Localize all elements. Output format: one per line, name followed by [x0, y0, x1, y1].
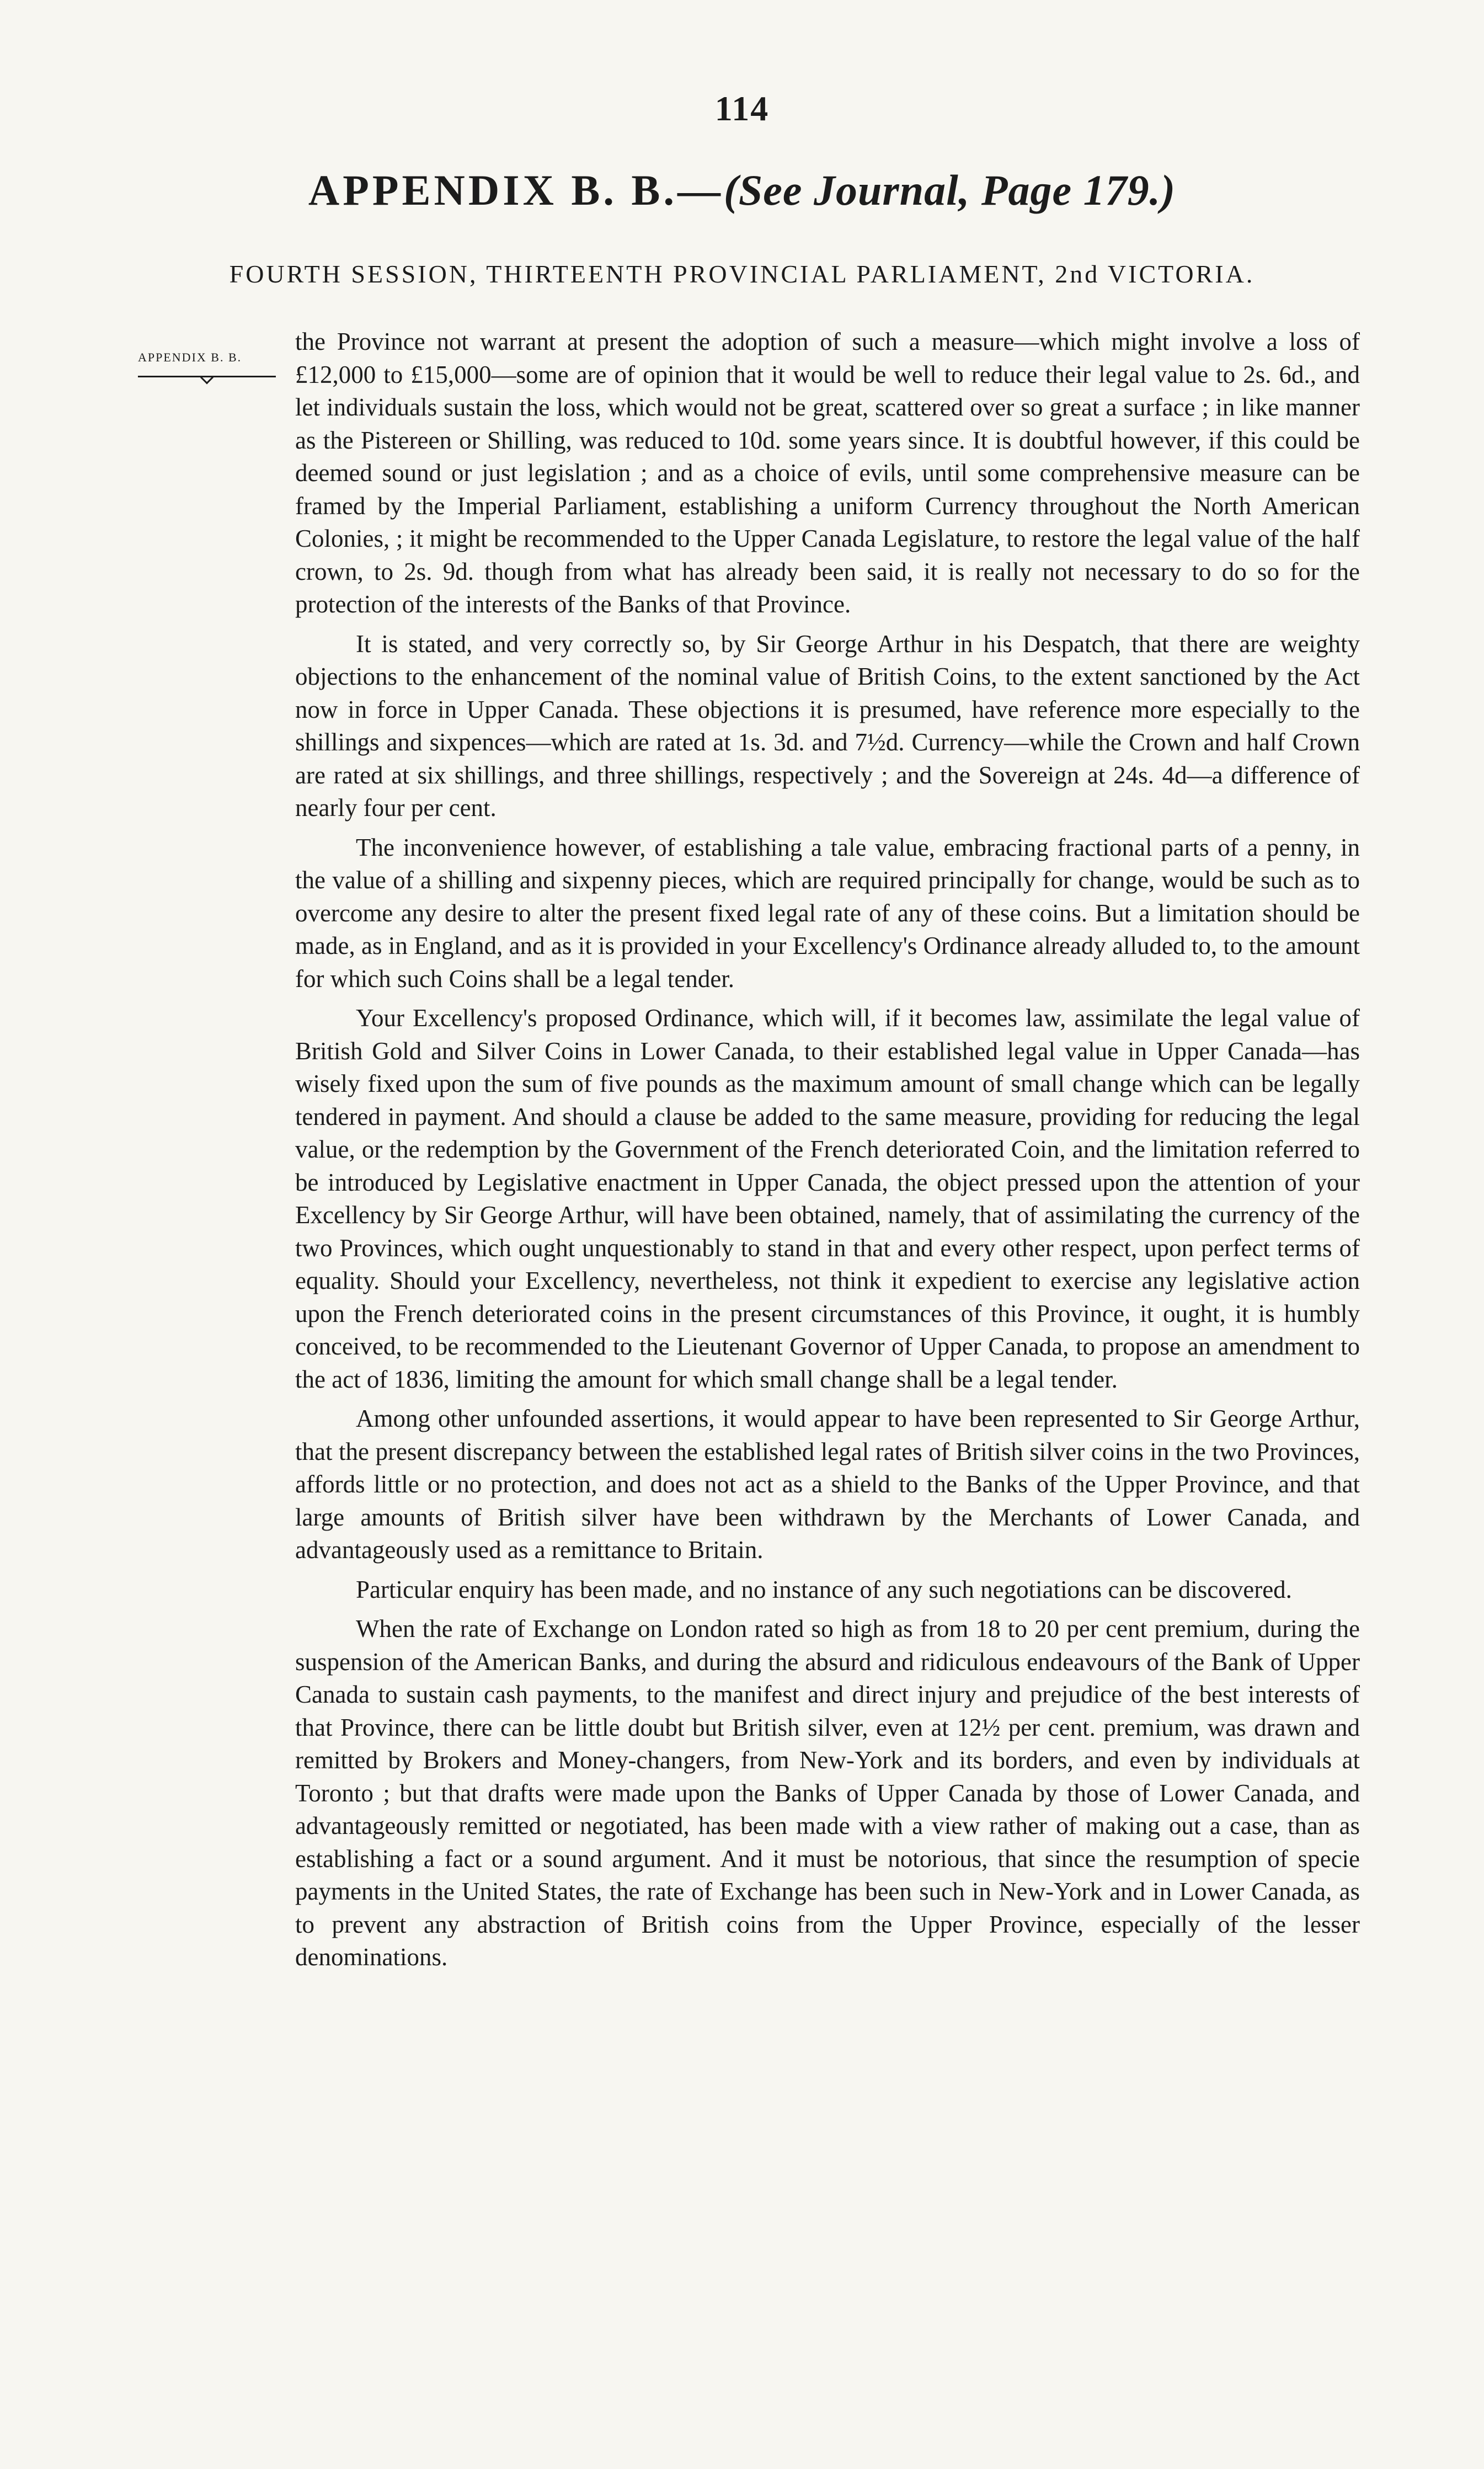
paragraph-7: When the rate of Exchange on London rated so high as from 18 to 20 per cent premium, during the suspension of the American Banks, and during the absurd and ridiculous endeavours of the Bank of Upper Canada to sustain cash payments, to the manifest and direct injury and prejudice of the best interests of that Province, there can be little doubt but British silver, even at 12½ per cent. premium, was drawn and remitted by Brokers and Money-changers, from New-York and its borders, and even by individuals at Toronto ; but that drafts were made upon the Banks of Upper Canada by those of Lower Canada, and advantageously remitted or negotiated, has been made with a view rather of making out a case, than as establishing a fact or a sound argument. And it must be notorious, that since the resumption of specie payments in the United States, the rate of Exchange has been such in New-York and in Lower Canada, as to prevent any abstraction of British coins from the Upper Province, especially of the lesser denominations.: [295, 1615, 1360, 1971]
paragraph-5: Among other unfounded assertions, it would appear to have been represented to Sir George Arthur, that the present discrepancy between the established legal rates of British silver coins in the two Provinces, affords little or no protection, and does not act as a shield to the Banks of the Upper Province, and that large amounts of British silver have been withdrawn by the Merchants of Lower Canada, and advantageously used as a remittance to Britain.: [295, 1405, 1360, 1564]
appendix-title: APPENDIX B. B.—: [308, 166, 724, 214]
brace-icon: [138, 368, 276, 377]
page-number: 114: [714, 89, 770, 128]
paragraph-3: The inconvenience however, of establishing a tale value, embracing fractional parts of a penny, in the value of a shilling and sixpenny pieces, which are required principally for change, would be such as to overcome any desire to alter the present fixed legal rate of any of these coins. But a limitation should be made, as in England, and as it is provided in your Excellency's Ordinance already alluded to, to the amount for which such Coins shall be a legal tender.: [295, 833, 1360, 993]
paragraph-2: It is stated, and very correctly so, by Sir George Arthur in his Despatch, that there are weighty objections to the enhancement of the nominal value of British Coins, to the extent sanctioned by the Act now in force in Upper Canada. These objections it is presumed, have reference more especially to the shillings and sixpences—which are rated at 1s. 3d. and 7½d. Currency—while the Crown and half Crown are rated at six shillings, and three shillings, respectively ; and the Sovereign at 24s. 4d—a difference of nearly four per cent.: [295, 630, 1360, 822]
appendix-heading: [0, 166, 1484, 215]
margin-note-label: APPENDIX B. B.: [138, 350, 242, 364]
paragraph-1: the Province not warrant at present the adoption of such a measure—which might involve a loss of £12,000 to £15,000—some are of opinion that it would be well to reduce their legal value to 2s. 6d., and let individuals sustain the loss, which would not be great, scattered over so great a surface ; in like manner as the Pistereen or Shilling, was reduced to 10d. some years since. It is doubtful however, if this could be deemed sound or just legislation ; and as a choice of evils, until some comprehensive measure can be framed by the Imperial Parliament, establishing a uniform Currency throughout the North American Colonies, ; it might be recommended to the Upper Canada Legislature, to restore the legal value of the half crown, to 2s. 9d. though from what has already been said, it is really not necessary to do so for the protection of the interests of the Banks of that Province.: [295, 328, 1360, 618]
session-line: FOURTH SESSION, THIRTEENTH PROVINCIAL PARLIAMENT, 2nd VICTORIA.: [229, 260, 1255, 288]
margin-note: [138, 350, 276, 377]
paragraph-4: Your Excellency's proposed Ordinance, which will, if it becomes law, assimilate the legal value of British Gold and Silver Coins in Lower Canada, to their established legal value in Upper Canada—has wisely fixed upon the sum of five pounds as the maximum amount of small change which can be legally tendered in payment. And should a clause be added to the same measure, providing for reducing the legal value, or the redemption by the Government of the French deteriorated Coin, and the limitation referred to be introduced by Legislative enactment in Upper Canada, the object pressed upon the attention of your Excellency by Sir George Arthur, will have been obtained, namely, that of assimilating the currency of the two Provinces, which ought unquestionably to stand in that and every other respect, upon perfect terms of equality. Should your Excellency, nevertheless, not think it expedient to exercise any legislative action upon the French deteriorated coins in the present circumstances of this Province, it ought, it is humbly conceived, to be recommended to the Lieutenant Governor of Upper Canada, to propose an amendment to the act of 1836, limiting the amount for which small change shall be a legal tender.: [295, 1004, 1360, 1393]
body-text: [295, 326, 1360, 1981]
journal-reference: (See Journal, Page 179.): [723, 166, 1176, 214]
paragraph-6: Particular enquiry has been made, and no instance of any such negotiations can be discovered.: [356, 1575, 1292, 1603]
